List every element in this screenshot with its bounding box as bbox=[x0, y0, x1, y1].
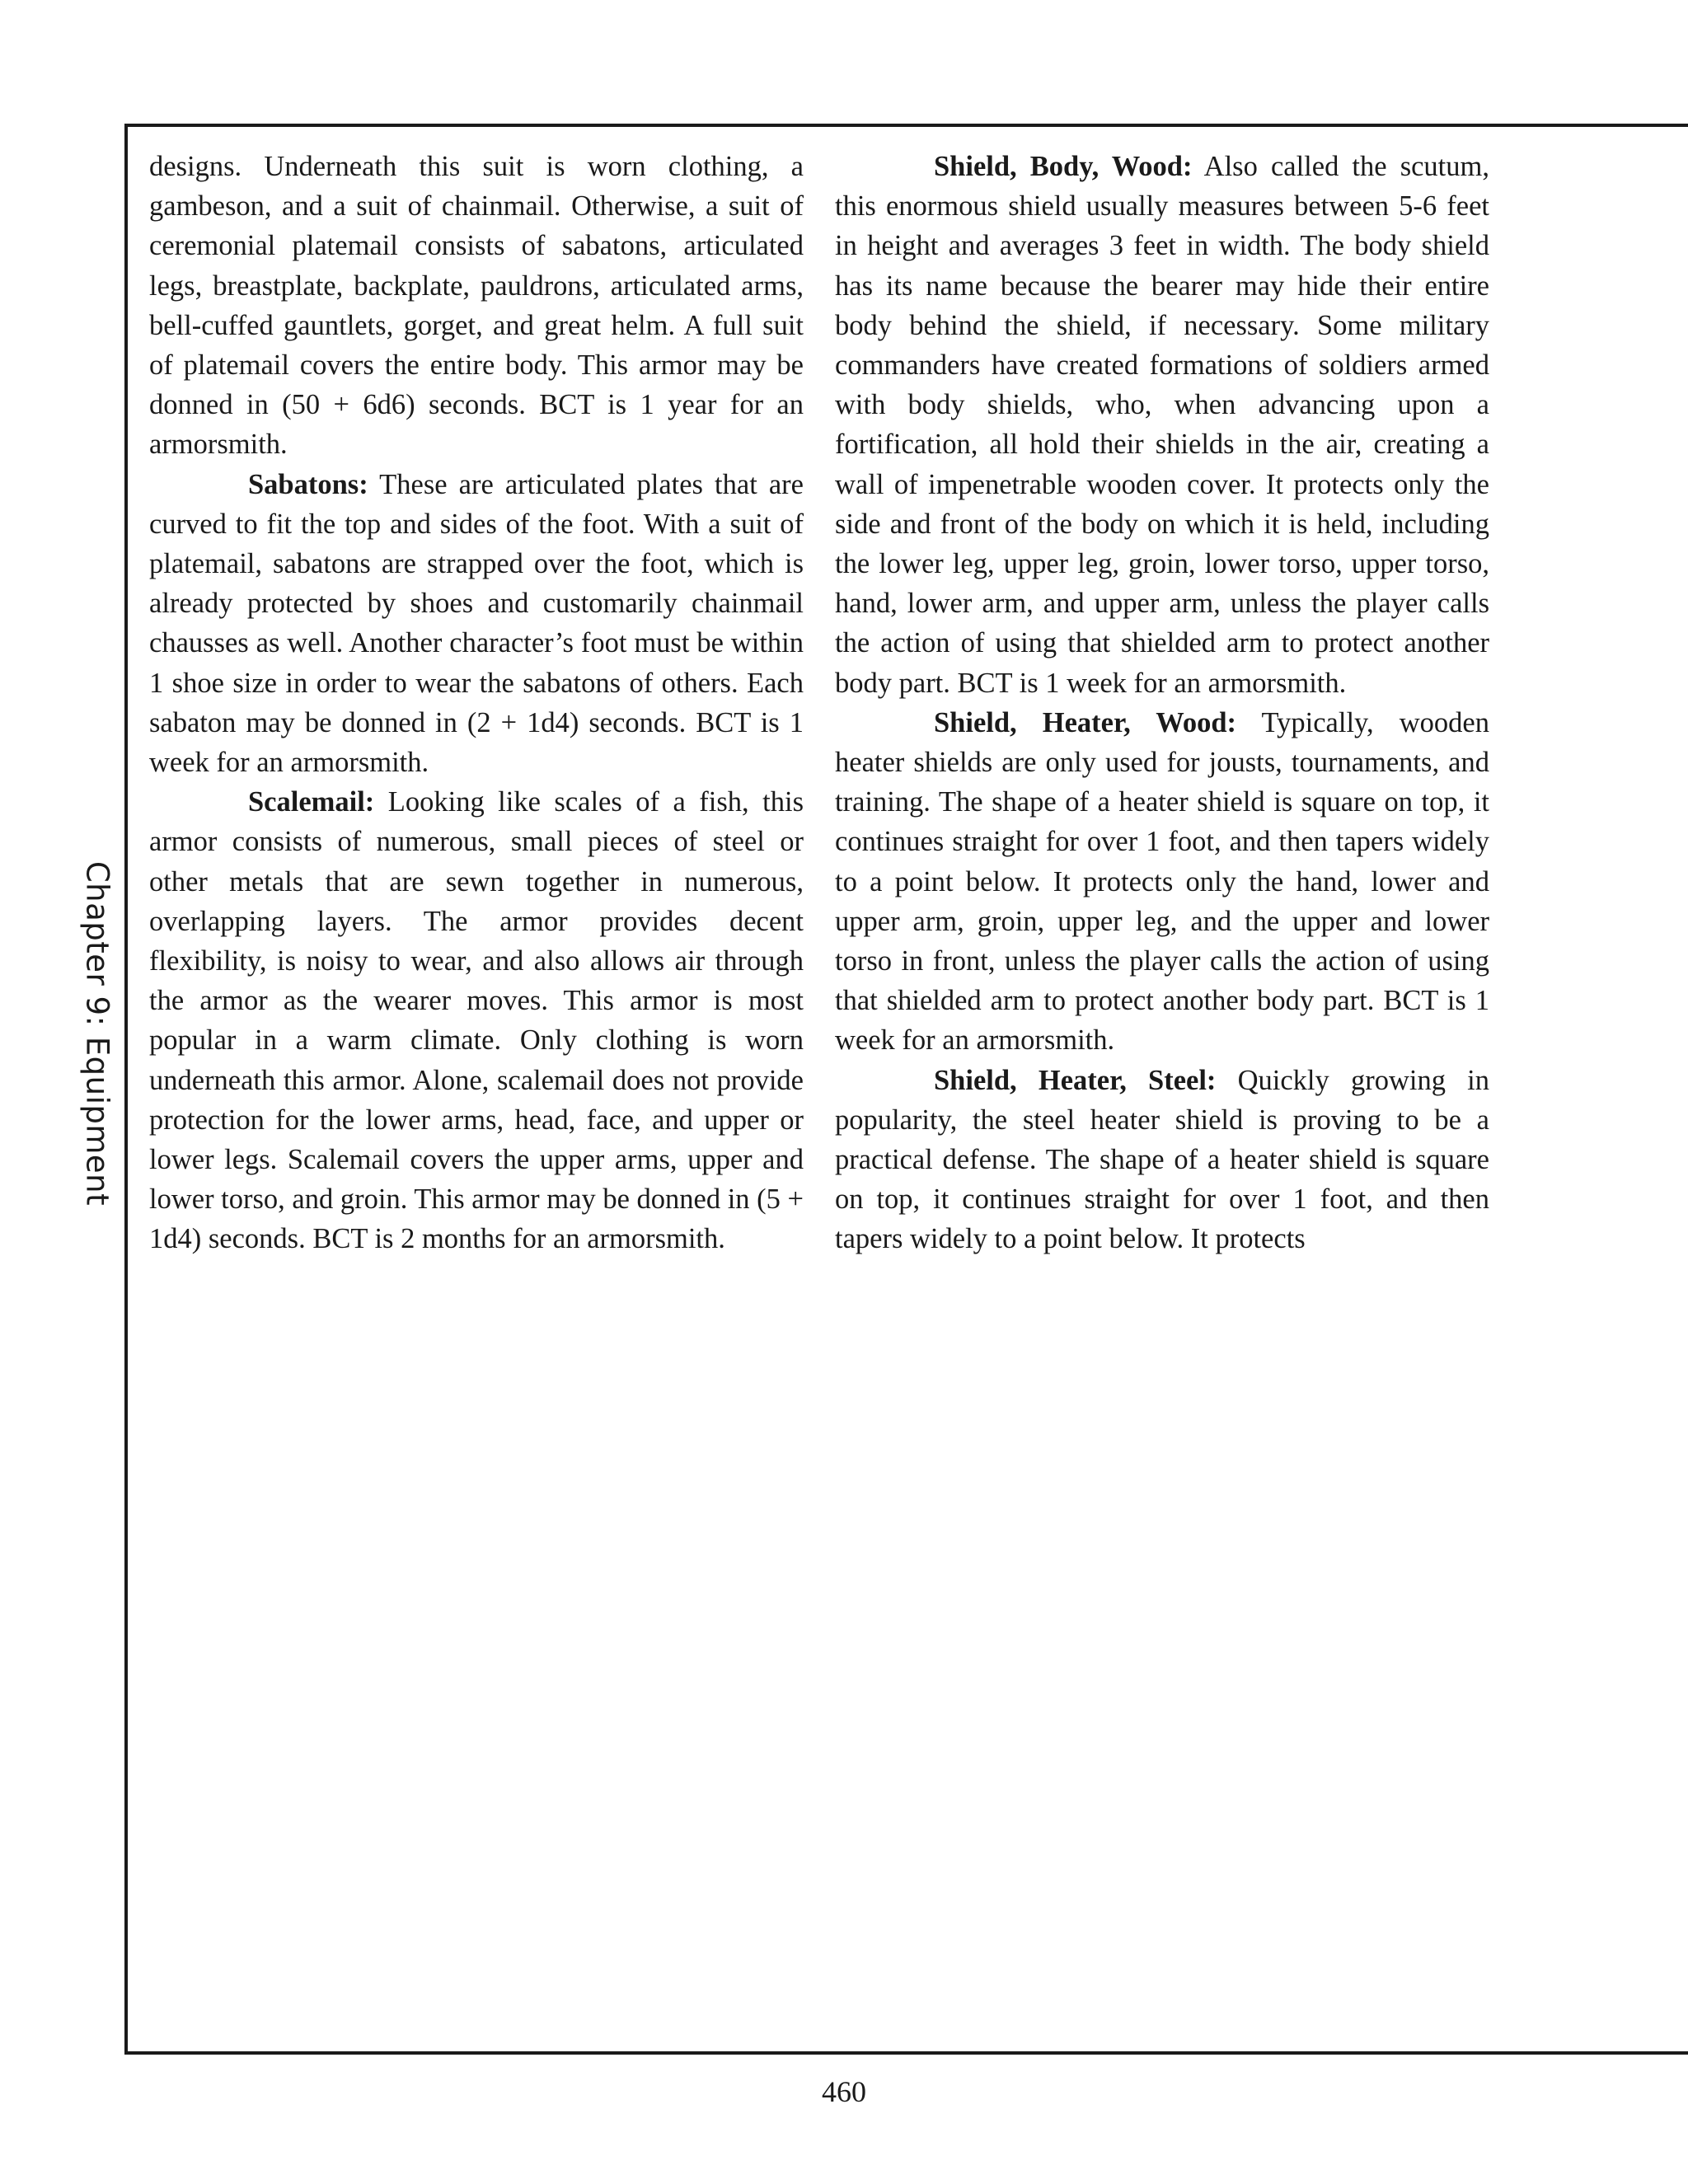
entry-text: Typically, wooden heater shields are only used for jousts, tournaments, and training. The shape of a heater shield is square on top, it continues straight for over 1 foot, and then tapers widely to a point below. It protects only the hand, lower and upper arm, groin, upper leg, and the upper and lower torso in front, unless the player calls the action of using that shielded arm to protect another body part. BCT is 1 week for an armorsmith. bbox=[835, 706, 1489, 1057]
entry-term: Shield, Body, Wood: bbox=[934, 151, 1193, 182]
right-column bbox=[835, 147, 1489, 1259]
entry-scalemail bbox=[149, 782, 804, 1258]
continued-paragraph: designs. Underneath this suit is worn clothing, a gambeson, and a suit of chainmail. Otherwise, a suit of ceremonial platemail consists of sabatons, articulated legs, breastplate, backplate, pauldrons, articulated arms, bell-cuffed gauntlets, gorget, and great helm. A full suit of platemail covers the entire body. This armor may be donned in (50 + 6d6) seconds. BCT is 1 year for an armorsmith. bbox=[149, 151, 804, 461]
entry-shield-heater-wood bbox=[835, 703, 1489, 1061]
entry-term: Shield, Heater, Steel: bbox=[934, 1064, 1217, 1096]
entry-text: Looking like scales of a fish, this armor consists of numerous, small pieces of steel or other metals that are sewn together in numerous, overlapping layers. The armor provides decent flexibility, is noisy to wear, and also allows air through the armor as the wearer moves. This armor is most popular in a warm climate. Only clothing is worn underneath this armor. Alone, scalemail does not provide protection for the lower arms, head, face, and upper or lower legs. Scalemail covers the upper arms, upper and lower torso, and groin. This armor may be donned in (5 + 1d4) seconds. BCT is 2 months for an armorsmith. bbox=[149, 786, 804, 1255]
entry-text: These are articulated plates that are curved to fit the top and sides of the foot. With a suit of platemail, sabatons are strapped over the foot, which is already protected by shoes and customarily chainmail chausses as well. Another character’s foot must be within 1 shoe size in order to wear the sabatons of others. Each sabaton may be donned in (2 + 1d4) seconds. BCT is 1 week for an armorsmith. bbox=[149, 468, 804, 779]
chapter-side-label: Chapter 9: Equipment bbox=[79, 860, 115, 1207]
entry-shield-body-wood bbox=[835, 147, 1489, 703]
page-number: 460 bbox=[822, 2075, 866, 2108]
entry-term: Sabatons: bbox=[248, 468, 368, 500]
entry-term: Shield, Heater, Wood: bbox=[934, 706, 1236, 738]
entry-sabatons bbox=[149, 465, 804, 783]
entry-text: Also called the scutum, this enormous shield usually measures between 5-6 feet in height and averages 3 feet in width. The body shield has its name because the bearer may hide their entire body behind the shield, if necessary. Some military commanders have created formations of soldiers armed with body shields, who, when advancing upon a fortification, all hold their shields in the air, creating a wall of impenetrable wooden cover. It protects only the side and front of the body on which it is held, including the lower leg, upper leg, groin, lower torso, upper torso, hand, lower arm, and upper arm, unless the player calls the action of using that shielded arm to protect another body part. BCT is 1 week for an armorsmith. bbox=[835, 151, 1489, 699]
entry-shield-heater-steel bbox=[835, 1061, 1489, 1259]
entry-text: Quickly growing in popularity, the steel heater shield is proving to be a practical defense. The shape of a heater shield is square on top, it continues straight for over 1 foot, and then tapers widely to a point below. It protects bbox=[835, 1064, 1489, 1255]
left-column bbox=[149, 147, 804, 1259]
entry-term: Scalemail: bbox=[248, 786, 375, 818]
